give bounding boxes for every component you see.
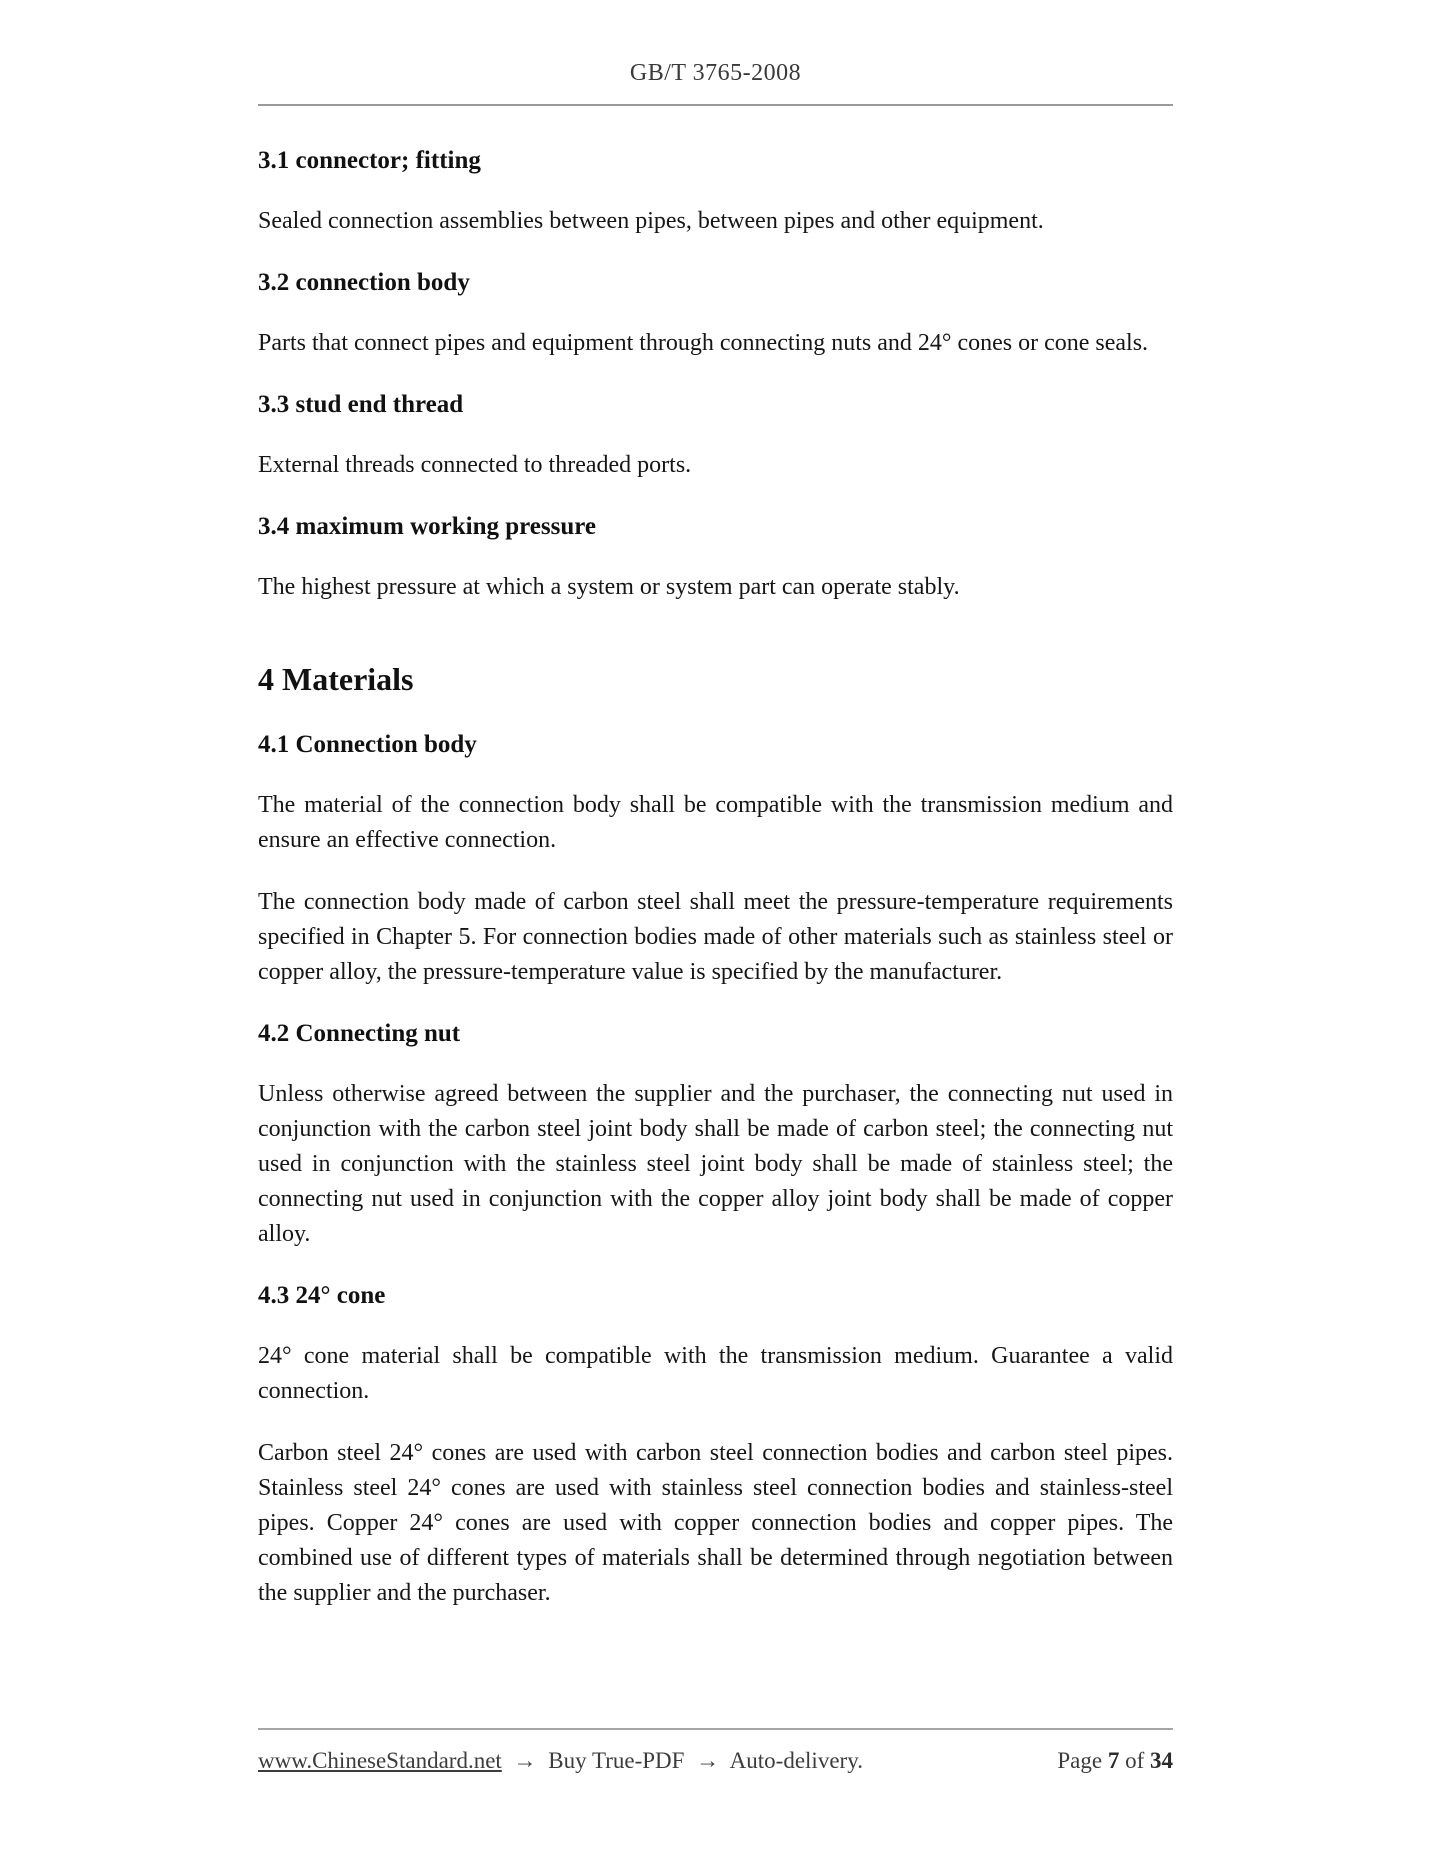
arrow-right-icon: → <box>696 1748 720 1773</box>
section-heading-3-3: 3.3 stud end thread <box>258 391 464 418</box>
section-heading-3-4: 3.4 maximum working pressure <box>258 513 596 540</box>
footer-row <box>258 1748 1173 1774</box>
section-heading-4-1: 4.1 Connection body <box>258 731 477 758</box>
section-paragraph-3-4: The highest pressure at which a system or system part can operate stably. <box>258 574 960 600</box>
site-link[interactable]: www.ChineseStandard.net <box>258 1748 502 1773</box>
page-header-title: GB/T 3765-2008 <box>629 60 802 86</box>
section-paragraph-3-2: Parts that connect pipes and equipment through connecting nuts and 24° cones or cone seals. <box>258 330 1149 356</box>
section-paragraph-3-3: External threads connected to threaded ports. <box>258 452 692 478</box>
section-paragraph-4-3-b: Carbon steel 24° cones are used with carbon steel connection bodies and carbon steel pipes. Stainless steel 24° cones are used with stainless steel connection bodies and stainless-steel pipes. Copper 24° cones are used with copper connection bodies and copper pipes. The combined use of different types of materials shall be determined through negotiation between the supplier and the purchaser. <box>258 1440 1173 1606</box>
section-heading-3-1: 3.1 connector; fitting <box>258 147 481 174</box>
page-footer <box>258 1728 1173 1774</box>
section-heading-4-3: 4.3 24° cone <box>258 1282 386 1309</box>
section-paragraph-4-3-a: 24° cone material shall be compatible with the transmission medium. Guarantee a valid connection. <box>258 1343 1173 1404</box>
page-indicator <box>1057 1748 1173 1774</box>
section-paragraph-4-2: Unless otherwise agreed between the supplier and the purchaser, the connecting nut used in conjunction with the carbon steel joint body shall be made of carbon steel; the connecting nut used in conjunction with the stainless steel joint body shall be made of stainless steel; the connecting nut used in conjunction with the copper alloy joint body shall be made of copper alloy. <box>258 1081 1173 1247</box>
header-divider <box>258 104 1173 106</box>
page-label: Page <box>1057 1748 1103 1773</box>
page-of-label: of <box>1125 1748 1145 1773</box>
arrow-right-icon: → <box>513 1748 537 1773</box>
section-paragraph-4-1-b: The connection body made of carbon steel shall meet the pressure-temperature requirements specified in Chapter 5. For connection bodies made of other materials such as stainless steel or copper alloy, the pressure-temperature value is specified by the manufacturer. <box>258 889 1173 985</box>
chapter-heading-4: 4 Materials <box>258 661 414 697</box>
section-heading-4-2: 4.2 Connecting nut <box>258 1020 461 1047</box>
page-number: 7 <box>1107 1748 1120 1773</box>
section-paragraph-4-1-a: The material of the connection body shall be compatible with the transmission medium and ensure an effective connection. <box>258 792 1173 853</box>
buy-true-pdf-text: Buy True-PDF <box>548 1748 685 1773</box>
page-total: 34 <box>1150 1748 1173 1773</box>
section-heading-3-2: 3.2 connection body <box>258 269 470 296</box>
section-paragraph-3-1: Sealed connection assemblies between pipes, between pipes and other equipment. <box>258 208 1044 234</box>
footer-divider <box>258 1728 1173 1730</box>
auto-delivery-text: Auto-delivery. <box>729 1748 863 1773</box>
footer-left-text <box>258 1748 863 1774</box>
